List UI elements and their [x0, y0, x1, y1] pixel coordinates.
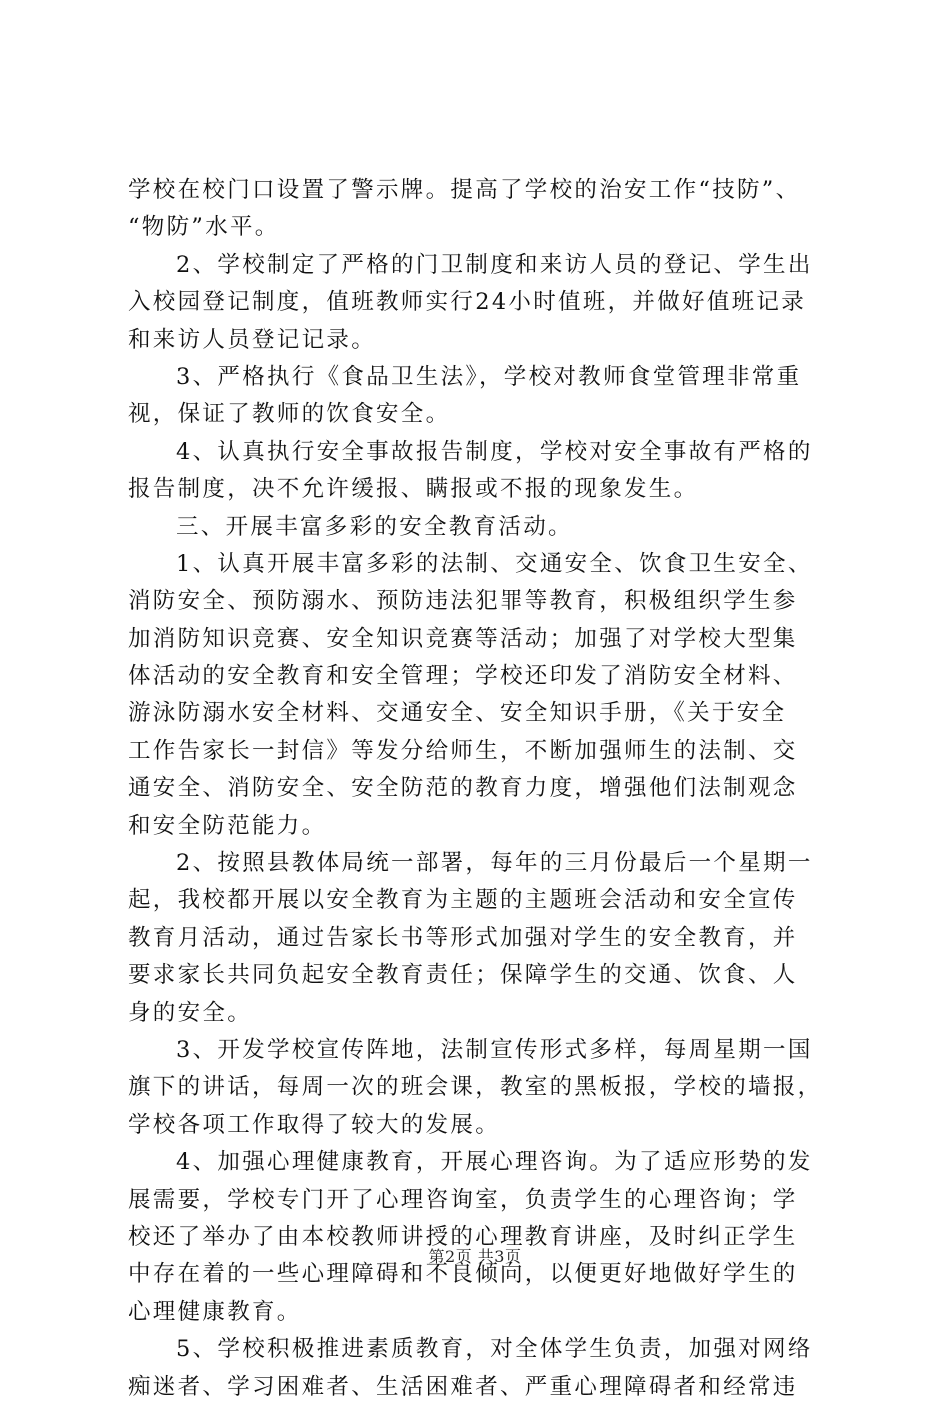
text-line: 1、认真开展丰富多彩的法制、交通安全、饮食卫生安全、: [176, 550, 813, 577]
text-line: 和来访人员登记记录。: [128, 326, 377, 353]
text-line: 3、严格执行《食品卫生法》，学校对教师食堂管理非常重: [176, 363, 802, 390]
text-line: 身的安全。: [128, 999, 253, 1026]
text-line: 痴迷者、学习困难者、生活困难者、严重心理障碍者和经常违: [128, 1373, 798, 1400]
text-line: 学校在校门口设置了警示牌。提高了学校的治安工作“技防”、: [128, 177, 801, 203]
text-line: 中存在着的一些心理障碍和不良倾向，以便更好地做好学生的: [128, 1261, 798, 1288]
text-line: “物防”水平。: [128, 214, 280, 241]
text-line: 旗下的讲话，每周一次的班会课，教室的黑板报，学校的墙报，: [128, 1074, 823, 1101]
text-line: 游泳防溺水安全材料、交通安全、安全知识手册，《关于安全: [128, 700, 787, 727]
text-line: 展需要，学校专门开了心理咨询室，负责学生的心理咨询；学: [128, 1186, 798, 1213]
text-line: 三、开展丰富多彩的安全教育活动。: [176, 513, 573, 540]
text-line: 校还了举办了由本校教师讲授的心理教育讲座，及时纠正学生: [128, 1223, 798, 1250]
text-line: 学校各项工作取得了较大的发展。: [128, 1111, 501, 1138]
text-line: 4、加强心理健康教育，开展心理咨询。为了适应形势的发: [176, 1149, 813, 1176]
document-body: [128, 172, 842, 1406]
text-line: 入校园登记制度，值班教师实行24小时值班，并做好值班记录: [128, 289, 807, 316]
text-line: 消防安全、预防溺水、预防违法犯罪等教育，积极组织学生参: [128, 588, 798, 615]
text-line: 要求家长共同负起安全教育责任；保障学生的交通、饮食、人: [128, 962, 798, 989]
text-line: 起，我校都开展以安全教育为主题的主题班会活动和安全宣传: [128, 887, 798, 914]
text-line: 和安全防范能力。: [128, 812, 327, 839]
text-line: 4、认真执行安全事故报告制度，学校对安全事故有严格的: [176, 438, 813, 465]
text-line: 教育月活动，通过告家长书等形式加强对学生的安全教育，并: [128, 924, 798, 951]
text-line: 2、学校制定了严格的门卫制度和来访人员的登记、学生出: [176, 251, 813, 278]
text-line: 加消防知识竞赛、安全知识竞赛等活动；加强了对学校大型集: [128, 625, 798, 652]
text-line: 体活动的安全教育和安全管理；学校还印发了消防安全材料、: [128, 663, 798, 690]
text-line: 视，保证了教师的饮食安全。: [128, 401, 451, 428]
text-line: 3、开发学校宣传阵地，法制宣传形式多样，每周星期一国: [176, 1036, 813, 1063]
page-footer: 第2页 共3页: [428, 1247, 522, 1266]
text-line: 报告制度，决不允许缓报、瞒报或不报的现象发生。: [128, 476, 699, 503]
text-line: 工作告家长一封信》等发分给师生，不断加强师生的法制、交: [128, 737, 798, 764]
text-line: 2、按照县教体局统一部署，每年的三月份最后一个星期一: [176, 850, 813, 877]
text-line: 心理健康教育。: [128, 1298, 302, 1325]
text-line: 通安全、消防安全、安全防范的教育力度，增强他们法制观念: [128, 775, 798, 802]
text-line: 5、学校积极推进素质教育，对全体学生负责，加强对网络: [176, 1336, 813, 1363]
